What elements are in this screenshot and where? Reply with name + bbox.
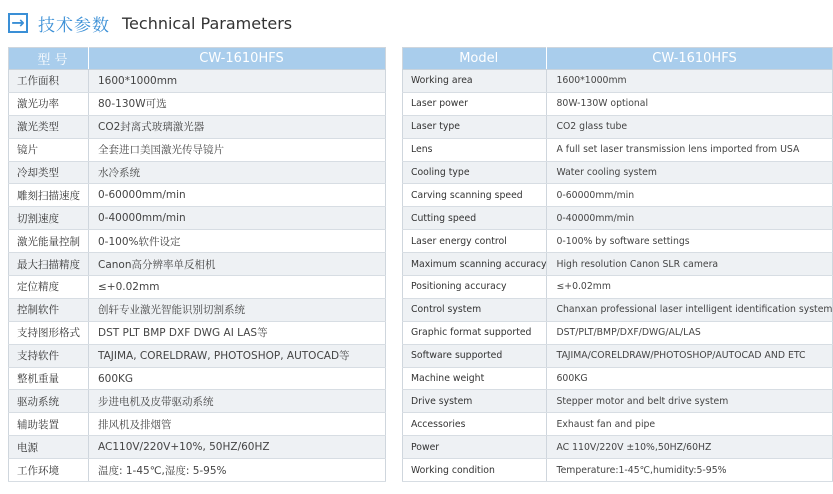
param-value: A full set laser transmission lens imported from USA	[547, 138, 833, 161]
param-label: 支持软件	[9, 344, 89, 367]
param-label: 支持图形格式	[9, 321, 89, 344]
param-value: AC110V/220V+10%, 50HZ/60HZ	[89, 436, 386, 459]
param-label: Lens	[403, 138, 547, 161]
table-row	[9, 207, 386, 230]
param-value: Temperature:1-45℃,humidity:5-95%	[547, 459, 833, 482]
table-row	[403, 413, 833, 436]
section-title-en: Technical Parameters	[122, 13, 293, 33]
param-value: Canon高分辨率单反相机	[89, 253, 386, 276]
table-row	[403, 321, 833, 344]
param-label: 激光类型	[9, 115, 89, 138]
param-value: 80-130W可选	[89, 92, 386, 115]
table-row	[9, 459, 386, 482]
table-row	[403, 184, 833, 207]
param-value: CO2封离式玻璃激光器	[89, 115, 386, 138]
param-label: 电源	[9, 436, 89, 459]
param-value: Chanxan professional laser intelligent identification system	[547, 298, 833, 321]
table-row	[403, 344, 833, 367]
table-row	[403, 207, 833, 230]
param-value: AC 110V/220V ±10%,50HZ/60HZ	[547, 436, 833, 459]
param-label: Working condition	[403, 459, 547, 482]
param-label: 镜片	[9, 138, 89, 161]
param-value: DST/PLT/BMP/DXF/DWG/AL/LAS	[547, 321, 833, 344]
table-row	[9, 344, 386, 367]
table-row	[9, 184, 386, 207]
param-label: Carving scanning speed	[403, 184, 547, 207]
table-row	[9, 115, 386, 138]
param-label: 驱动系统	[9, 390, 89, 413]
spec-table-cn	[8, 47, 386, 482]
param-value: 步进电机及皮带驱动系统	[89, 390, 386, 413]
param-label: Positioning accuracy	[403, 276, 547, 299]
param-label: Drive system	[403, 390, 547, 413]
table-row	[403, 436, 833, 459]
param-label: 冷却类型	[9, 161, 89, 184]
param-label: Power	[403, 436, 547, 459]
table-row	[9, 298, 386, 321]
param-value: 1600*1000mm	[89, 70, 386, 93]
table-row	[403, 230, 833, 253]
param-label: Cooling type	[403, 161, 547, 184]
param-value: 600KG	[89, 367, 386, 390]
param-label: 雕刻扫描速度	[9, 184, 89, 207]
param-value: 600KG	[547, 367, 833, 390]
table-row	[9, 276, 386, 299]
table-row	[9, 253, 386, 276]
param-value: Stepper motor and belt drive system	[547, 390, 833, 413]
param-value: 温度: 1-45℃,湿度: 5-95%	[89, 459, 386, 482]
table-row	[9, 70, 386, 93]
table-row	[9, 413, 386, 436]
table-row	[9, 92, 386, 115]
table-row	[9, 436, 386, 459]
table-row	[9, 161, 386, 184]
table-row	[403, 367, 833, 390]
table-row	[9, 321, 386, 344]
param-value: Water cooling system	[547, 161, 833, 184]
param-value: 创轩专业激光智能识别切割系统	[89, 298, 386, 321]
param-value: TAJIMA, CORELDRAW, PHOTOSHOP, AUTOCAD等	[89, 344, 386, 367]
param-value: CO2 glass tube	[547, 115, 833, 138]
param-label: Software supported	[403, 344, 547, 367]
param-label: 控制软件	[9, 298, 89, 321]
param-label: 切割速度	[9, 207, 89, 230]
spec-table-en	[402, 47, 833, 482]
param-value: 水冷系统	[89, 161, 386, 184]
header-label-cell: Model	[403, 48, 547, 70]
param-value: 1600*1000mm	[547, 70, 833, 93]
param-value: 0-100%软件设定	[89, 230, 386, 253]
table-row	[9, 138, 386, 161]
param-value: Exhaust fan and pipe	[547, 413, 833, 436]
table-row	[403, 115, 833, 138]
table-row	[403, 161, 833, 184]
table-row	[403, 138, 833, 161]
param-label: 定位精度	[9, 276, 89, 299]
param-label: Laser type	[403, 115, 547, 138]
param-value: ≤+0.02mm	[89, 276, 386, 299]
param-label: 工作环境	[9, 459, 89, 482]
table-row	[403, 92, 833, 115]
param-label: 整机重量	[9, 367, 89, 390]
param-value: 全套进口美国激光传导镜片	[89, 138, 386, 161]
param-value: 80W-130W optional	[547, 92, 833, 115]
param-label: Machine weight	[403, 367, 547, 390]
param-label: Maximum scanning accuracy	[403, 253, 547, 276]
param-value: 排风机及排烟管	[89, 413, 386, 436]
param-label: Working area	[403, 70, 547, 93]
param-label: 激光能量控制	[9, 230, 89, 253]
param-label: Control system	[403, 298, 547, 321]
param-label: Accessories	[403, 413, 547, 436]
header-model-cell: CW-1610HFS	[547, 48, 833, 70]
arrow-right-icon: →	[8, 13, 28, 33]
param-label: 工作面积	[9, 70, 89, 93]
table-row	[403, 459, 833, 482]
table-row	[9, 230, 386, 253]
param-label: Laser power	[403, 92, 547, 115]
table-row	[403, 70, 833, 93]
param-label: 最大扫描精度	[9, 253, 89, 276]
param-label: Graphic format supported	[403, 321, 547, 344]
param-value: 0-40000mm/min	[89, 207, 386, 230]
param-value: 0-100% by software settings	[547, 230, 833, 253]
table-row	[9, 390, 386, 413]
table-row	[9, 367, 386, 390]
param-value: TAJIMA/CORELDRAW/PHOTOSHOP/AUTOCAD AND ETC	[547, 344, 833, 367]
param-label: 激光功率	[9, 92, 89, 115]
section-header	[8, 10, 292, 36]
section-title-cn: 技术参数	[38, 15, 110, 36]
param-value: High resolution Canon SLR camera	[547, 253, 833, 276]
param-label: 辅助装置	[9, 413, 89, 436]
param-label: Laser energy control	[403, 230, 547, 253]
param-value: 0-60000mm/min	[547, 184, 833, 207]
table-row	[403, 253, 833, 276]
table-row	[403, 390, 833, 413]
table-row	[403, 298, 833, 321]
param-value: DST PLT BMP DXF DWG AI LAS等	[89, 321, 386, 344]
param-label: Cutting speed	[403, 207, 547, 230]
table-row	[403, 276, 833, 299]
table-header-row	[403, 48, 833, 70]
param-value: 0-60000mm/min	[89, 184, 386, 207]
header-model-cell: CW-1610HFS	[89, 48, 386, 70]
table-header-row	[9, 48, 386, 70]
param-value: 0-40000mm/min	[547, 207, 833, 230]
param-value: ≤+0.02mm	[547, 276, 833, 299]
header-label-cell: 型 号	[9, 48, 89, 70]
